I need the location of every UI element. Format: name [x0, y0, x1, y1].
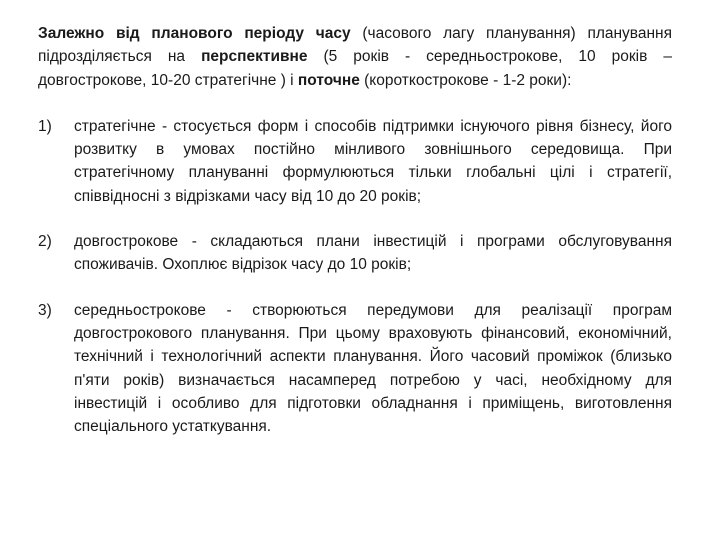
list-item-medium-term — [38, 299, 672, 439]
list-item-text: стратегічне - стосується форм і способів підтримки існуючого рівня бізнесу, його розвитку в умовах постійно мінливого зовнішнього середовища. При стратегічному плануванні формулюються тільки глобальні цілі і стратегії, співвідносні з відрізками часу від 10 до 20 років; — [74, 117, 672, 205]
list-item-text: довгострокове - складаються плани інвестицій і програми обслуговування споживачів. Охоплює відрізок часу до 10 років; — [74, 233, 672, 274]
list-item-text: середньострокове - створюються передумови для реалізації програм довгострокового планування. При цьому враховують фінансовий, економічний, технічний і технологічний аспекти планування. Його часовий проміжок (близько п'яти років) визначається насамперед потребою у часі, необхідному для інвестицій і особливо для підготовки обладнання і приміщень, виготовлення спеціального устаткування. — [74, 301, 672, 436]
list-item-number: 1) — [38, 117, 52, 135]
intro-term-perspective: перспективне — [201, 48, 308, 66]
list-item-long-term — [38, 230, 672, 277]
intro-heading-bold: Залежно від планового періоду часу — [38, 25, 351, 42]
document-page — [38, 22, 672, 460]
intro-text-3: (короткострокове - 1-2 роки): — [359, 71, 572, 89]
intro-term-current: поточне — [297, 71, 360, 89]
intro-paragraph — [38, 22, 672, 92]
list-item-number: 2) — [38, 233, 52, 251]
intro-text-1: (часового лагу планування) планування підрозділяється на — [38, 25, 672, 66]
list-item-strategic — [38, 115, 672, 208]
intro-text-2: (5 років - середньострокове, 10 років – довгострокове, 10-20 стратегічне ) і — [38, 48, 672, 89]
list-item-number: 3) — [38, 301, 52, 319]
